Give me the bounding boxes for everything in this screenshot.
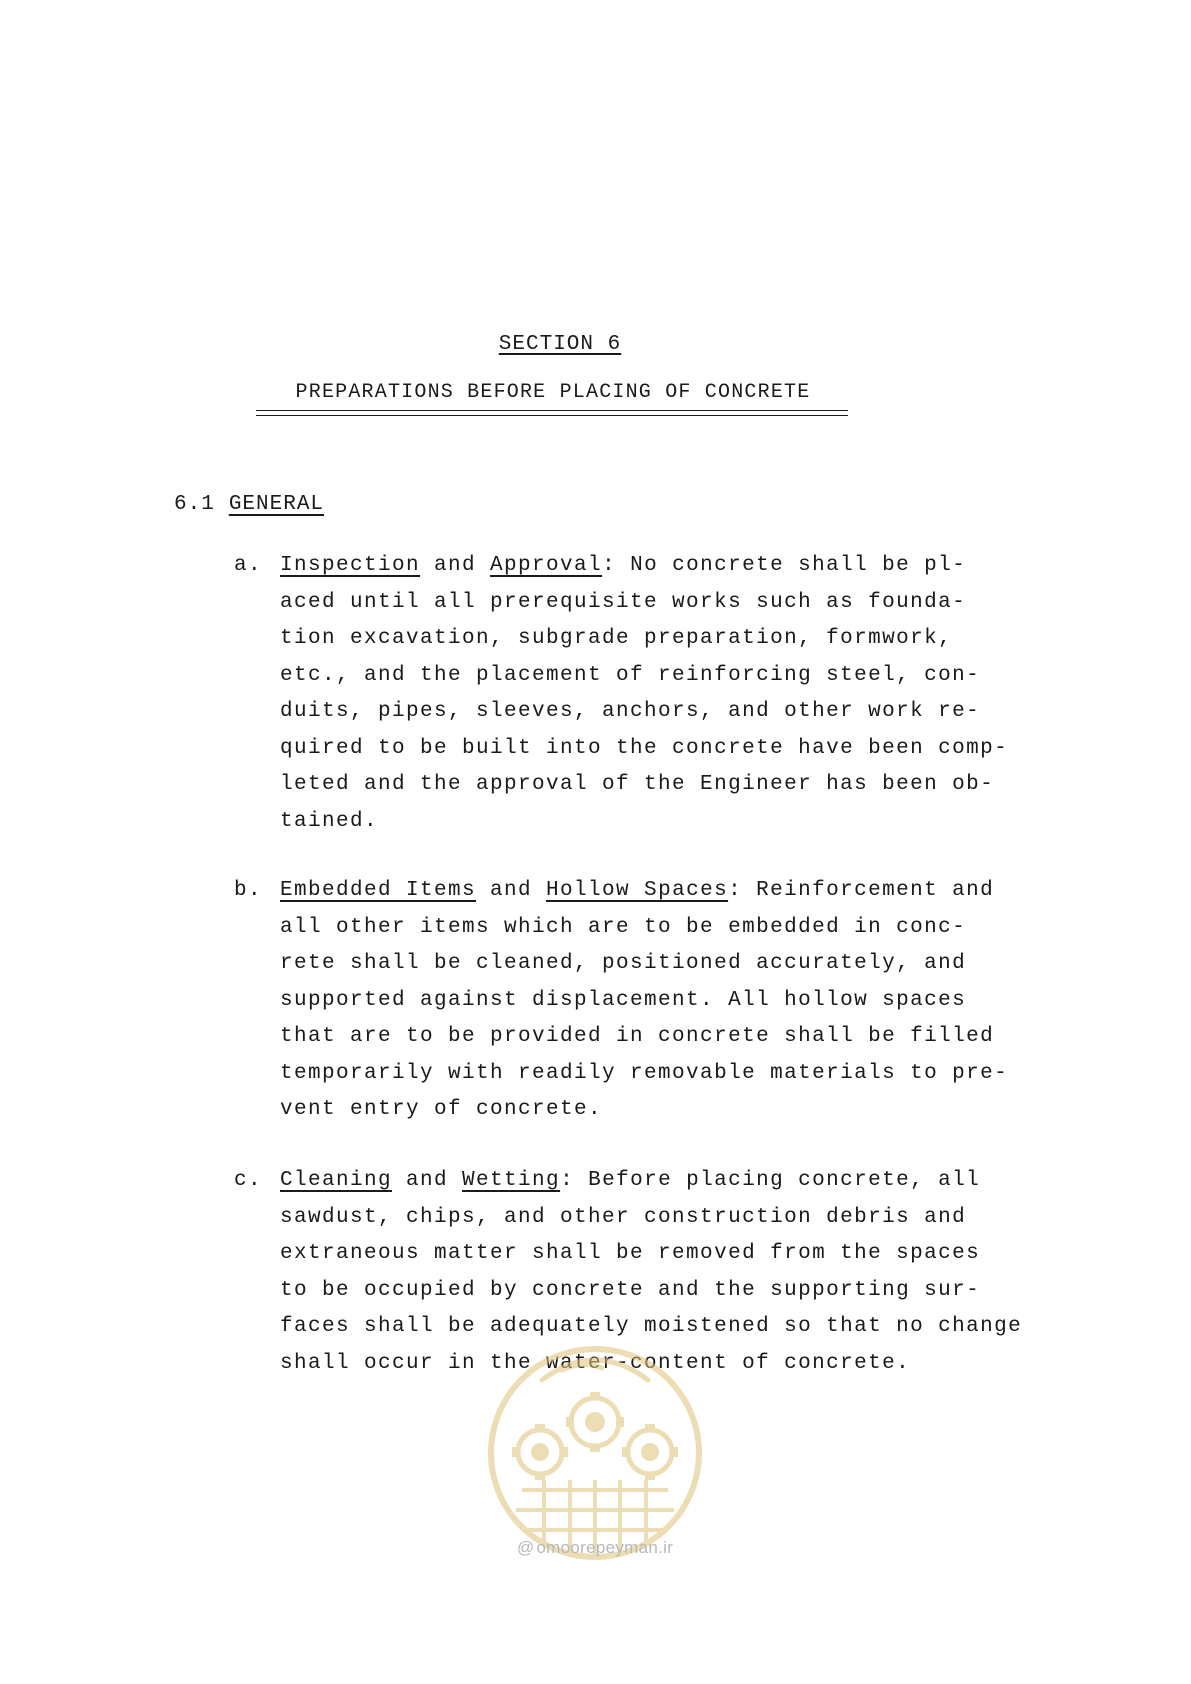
clause-joiner: and xyxy=(476,879,547,902)
clause-text-line: aced until all prerequisite works such as founda- xyxy=(280,590,967,614)
clause-text-line: leted and the approval of the Engineer has been ob- xyxy=(280,773,995,796)
clause-body xyxy=(280,873,1100,1129)
clause-first-line xyxy=(280,873,1100,910)
clause-text-line: to be occupied by concrete and the supporting sur- xyxy=(280,1278,981,1302)
clause-text-line: Reinforcement and xyxy=(742,879,995,902)
watermark-logo-icon xyxy=(482,1340,708,1566)
clause-term: Embedded Items xyxy=(280,879,477,902)
at-icon: @ xyxy=(516,1538,535,1557)
clause-term: Wetting xyxy=(462,1169,561,1192)
clause-joiner: and xyxy=(420,554,491,577)
subtitle-double-underline xyxy=(256,415,848,416)
subsection-number: 6.1 xyxy=(174,493,215,516)
clause-marker: a. xyxy=(234,554,263,577)
clause-joiner: and xyxy=(392,1169,463,1192)
clause-text-line: shall occur in the water-content of concrete. xyxy=(280,1351,911,1375)
clause-colon: : xyxy=(728,879,743,902)
subtitle-underline xyxy=(256,410,848,411)
clause-marker: b. xyxy=(234,879,263,902)
clause-term: Approval xyxy=(490,554,603,577)
clause-text-line: all other items which are to be embedded in conc- xyxy=(280,915,967,939)
clause-text-line: sawdust, chips, and other construction debris and xyxy=(280,1205,967,1229)
clause-text-line: rete shall be cleaned, positioned accurately, and xyxy=(280,952,967,975)
clause-text-line: etc., and the placement of reinforcing steel, con- xyxy=(280,663,981,687)
clause-first-line xyxy=(280,548,1100,585)
clause-text-line: tion excavation, subgrade preparation, formwork, xyxy=(280,627,953,650)
clause-body xyxy=(280,548,1100,840)
clause-text-line: that are to be provided in concrete shall be filled xyxy=(280,1025,995,1048)
clause-text-line: temporarily with readily removable materials to pre- xyxy=(280,1061,1009,1085)
clause-text-line: quired to be built into the concrete have been comp- xyxy=(280,736,1009,760)
watermark-url: omoorepeyman.ir xyxy=(536,1538,674,1557)
clause-colon: : xyxy=(602,554,617,577)
section-title: SECTION 6 xyxy=(498,333,622,356)
clause-term: Cleaning xyxy=(280,1169,393,1192)
clause-text-line: duits, pipes, sleeves, anchors, and other work re- xyxy=(280,700,981,723)
clause-text-line: supported against displacement. All hollow spaces xyxy=(280,988,967,1012)
clause-colon: : xyxy=(560,1169,575,1192)
clause-text-line: Before placing concrete, all xyxy=(574,1169,981,1192)
clause-text-line: vent entry of concrete. xyxy=(280,1098,603,1121)
clause-term: Inspection xyxy=(280,554,421,577)
subsection-heading xyxy=(174,493,324,516)
clause-text-line: faces shall be adequately moistened so that no change xyxy=(280,1315,1023,1338)
clause-text-line: extraneous matter shall be removed from the spaces xyxy=(280,1242,981,1265)
clause-text-line: tained. xyxy=(280,809,379,833)
section-subtitle: PREPARATIONS BEFORE PLACING OF CONCRETE xyxy=(295,381,811,404)
clause-first-line xyxy=(280,1163,1100,1200)
clause-text-line: No concrete shall be pl- xyxy=(616,554,967,577)
clause-term: Hollow Spaces xyxy=(546,879,729,902)
watermark-text xyxy=(460,1538,730,1558)
clause-marker: c. xyxy=(234,1169,263,1192)
subsection-label: GENERAL xyxy=(228,493,325,516)
